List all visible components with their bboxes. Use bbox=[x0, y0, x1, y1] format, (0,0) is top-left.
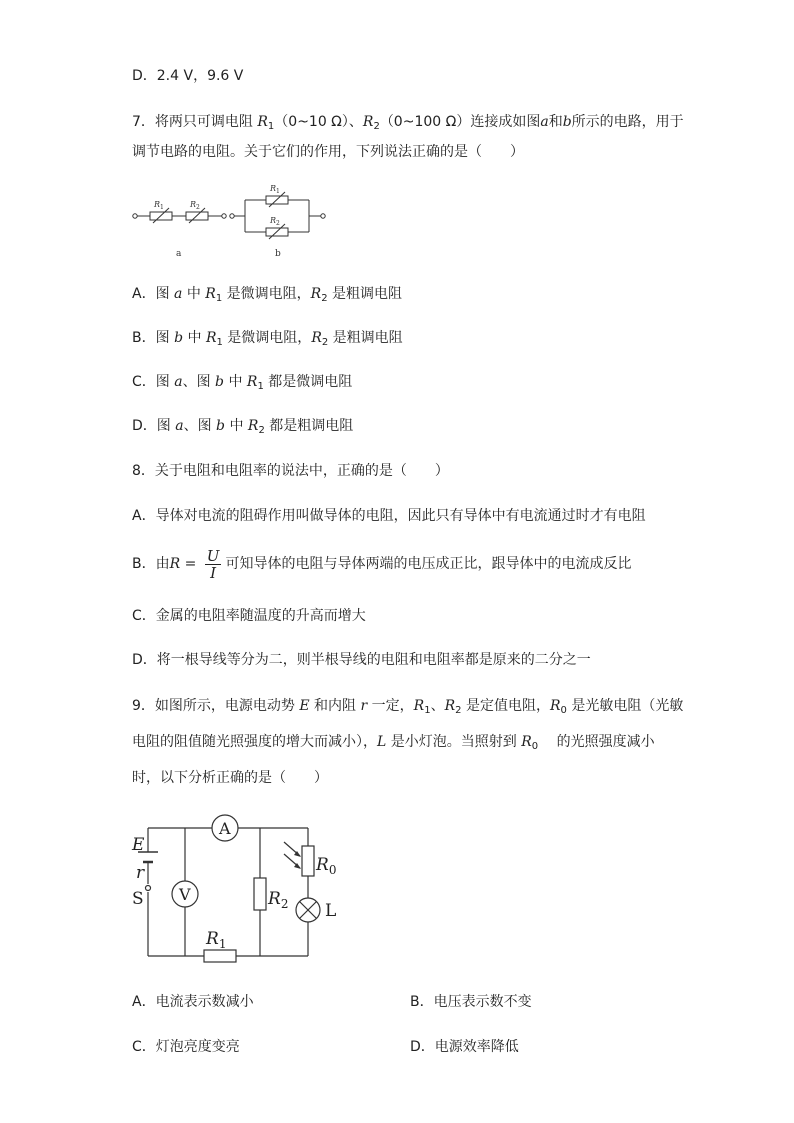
q8-option-d: D．将一根导线等分为二，则半根导线的电阻和电阻率都是原来的二分之一 bbox=[132, 652, 591, 668]
q8-option-c: C．金属的电阻率随温度的升高而增大 bbox=[132, 608, 366, 624]
r0-label: $R_0$ bbox=[316, 855, 337, 877]
ammeter-label: A bbox=[219, 819, 231, 838]
q7-option-c: C．图 a、图 b 中 $R_1$ 都是微调电阻 bbox=[132, 374, 353, 392]
q9-stem-line1: 9．如图所示，电源电动势 E 和内阻 r 一定，$R_1$、$R_2$ 是定值电阻，$R_0$ 是光敏电阻（光敏 bbox=[132, 698, 684, 716]
q7-fig-b-r1-label: $R_1$ bbox=[270, 184, 280, 195]
formula-r: R bbox=[169, 556, 181, 572]
q9-option-d: D．电源效率降低 bbox=[410, 1039, 519, 1055]
q7-stem-line1: 7．将两只可调电阻 $R_1(0\sim 10$ Ω）、$R_2(0\sim 100$ Ω）连接成如图a和b所示的电路，用于 bbox=[132, 114, 684, 132]
q7-fig-label-a: a bbox=[176, 249, 182, 259]
q9-circuit-figure bbox=[128, 808, 348, 970]
q9-stem-line3: 时，以下分析正确的是（ ） bbox=[132, 770, 328, 786]
q9-option-c: C．灯泡亮度变亮 bbox=[132, 1039, 240, 1055]
battery-e-label: E bbox=[132, 835, 145, 855]
q9-stem-line2: 电阻的阻值随光照强度的增大而减小），L 是小灯泡。当照射到 $R_0$ 的光照强度减小 bbox=[132, 734, 655, 752]
q9-option-b: B．电压表示数不变 bbox=[410, 994, 532, 1010]
q7-option-d: D．图 a、图 b 中 $R_2$ 都是粗调电阻 bbox=[132, 418, 354, 436]
q7-option-a: A．图 a 中 $R_1$ 是微调电阻，$R_2$ 是粗调电阻 bbox=[132, 286, 403, 304]
r2-label: $R_2$ bbox=[268, 889, 289, 911]
q7-option-b: B．图 b 中 $R_1$ 是微调电阻，$R_2$ 是粗调电阻 bbox=[132, 330, 403, 348]
r1-label: $R_1$ bbox=[206, 929, 227, 951]
q9-option-a: A．电流表示数减小 bbox=[132, 994, 254, 1010]
q7-circuit-figure bbox=[128, 180, 328, 262]
lamp-l-label: L bbox=[325, 901, 337, 921]
q6-option-d: D．2.4 V，9.6 V bbox=[132, 68, 244, 84]
q8-option-b: B．由R = $\frac{U}{I}$ 可知导体的电阻与导体两端的电压成正比，跟导体中的电流成反比 bbox=[132, 546, 632, 582]
q7-fig-label-b: b bbox=[275, 249, 281, 259]
switch-s-label: S bbox=[132, 889, 144, 909]
voltmeter-label: V bbox=[179, 885, 191, 904]
q7-fig-b-r2-label: $R_2$ bbox=[270, 216, 280, 227]
q7-fig-r2-label: $R_2$ bbox=[190, 200, 200, 211]
q8-option-a: A．导体对电流的阻碍作用叫做导体的电阻，因此只有导体中有电流通过时才有电阻 bbox=[132, 508, 646, 524]
q8-stem: 8．关于电阻和电阻率的说法中，正确的是（ ） bbox=[132, 463, 449, 479]
battery-r-label: r bbox=[136, 863, 145, 883]
q7-fig-r1-label: $R_1$ bbox=[154, 200, 164, 211]
q7-stem-line2: 调节电路的电阻。关于它们的作用，下列说法正确的是（ ） bbox=[132, 144, 524, 160]
formula-fraction: $\frac{U}{I}$ bbox=[206, 546, 220, 582]
